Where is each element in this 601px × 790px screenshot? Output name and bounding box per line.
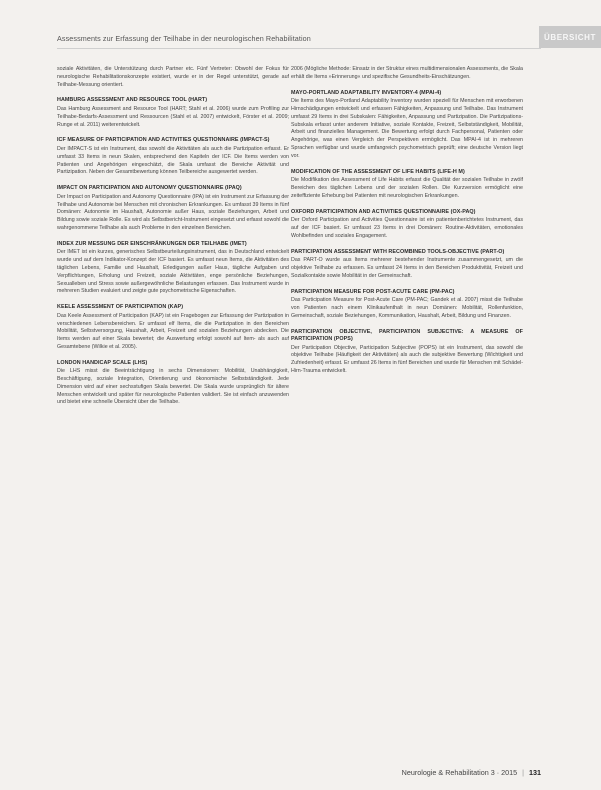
section-heading: PARTICIPATION ASSESSMENT WITH RECOMBINED TOOLS-OBJECTIVE (PART-O) bbox=[291, 248, 505, 255]
right-section-6 bbox=[291, 329, 523, 376]
section-body: Das Participation Measure for Post-Acute Care (PM-PAC; Gandek et al. 2007) misst die Teilhabe von Patienten nach einem Klinikaufenthalt in neun Domänen: Mobilität, Rollenfunktion, Gemeinschaft, soziale Beziehungen, Kommunikation, Haushalt, Arbeit, Bildung und Finanzen. bbox=[291, 297, 523, 319]
section-heading: PARTICIPATION OBJECTIVE, PARTICIPATION SUBJECTIVE: A MEASURE OF PARTICIPATION (POPS) bbox=[291, 328, 523, 343]
section-heading: LONDON HANDICAP SCALE (LHS) bbox=[57, 359, 148, 366]
left-section-1 bbox=[57, 97, 289, 129]
section-body: Die Items des Mayo-Portland Adaptability Inventory wurden speziell für Menschen mit erworbenen Hirnschädigungen entwickelt und erfassen Fähigkeiten, Anpassung und Teilhabe. Das Instrument umfasst 29 Items in drei Subskalen: Fähigkeiten, Anpassung und Partizipation. Die Partizipations-Subskala erfasst unter anderem Initiative, soziale Kontakte, Freizeit, Selbstständigkeit, Mobilität, Arbeit und finanzielles Management. Die Bewertung erfolgt durch Fachpersonal, Patienten oder Angehörige, was einen Vergleich der Perspektiven ermöglicht. Das MPAI-4 ist in mehreren Sprachen verfügbar und wurde umfangreich psychometrisch geprüft; eine deutsche Version liegt vor. bbox=[291, 98, 523, 159]
section-heading: MODIFICATION OF THE ASSESSMENT OF LIFE HABITS (LIFE-H M) bbox=[291, 168, 465, 175]
section-body: Der IMET ist ein kurzes, generisches Selbstbeurteilungsinstrument, das in Deutschland entwickelt wurde und auf dem Indikator-Konzept der ICF basiert. Es umfasst neun Items, die Aktivitäten des täglichen Lebens, Familie und Haushalt, Erledigungen außer Haus, tägliche Aufgaben und Verpflichtungen, Erholung und Freizeit, soziale Aktivitäten, enge persönliche Beziehungen, Sexualleben und Stress sowie außergewöhnliche Belastungen erfassen. Das Instrument wurde in mehreren Studien evaluiert und zeigte gute psychometrische Eigenschaften. bbox=[57, 249, 289, 295]
section-body: Die LHS misst die Beeinträchtigung in sechs Dimensionen: Mobilität, Unabhängigkeit, Beschäftigung, soziale Integration, Orientierung und ökonomische Selbstständigkeit. Jede Dimension wird auf einer sechsstufigen Skala bewertet. Die Skala wurde ursprünglich für ältere Menschen entwickelt und später für neurologische Patienten validiert. Sie ist einfach anzuwenden und bietet eine schnelle Übersicht über die Teilhabe. bbox=[57, 368, 289, 406]
left-column-lead: soziale Aktivitäten, die Unterstützung durch Partner etc. Fünf Vertreter: Obwohl der Fokus für neurologische Rehabilitationskonzepte existiert, wurde er in der Regel unterstützt, gerade auf Teilhabe-Messung orientiert. bbox=[57, 66, 289, 88]
section-body: Der Oxford Participation and Activities Questionnaire ist ein patientenberichtetes Instrument, das auf der ICF basiert. Er umfasst 23 Items in drei Domänen: Routine-Aktivitäten, emotionales Wohlbefinden und soziales Engagement. bbox=[291, 217, 523, 239]
right-section-5 bbox=[291, 289, 523, 321]
right-column bbox=[291, 66, 523, 384]
section-body: Der IMPACT-S ist ein Instrument, das sowohl die Aktivitäten als auch die Partizipation erfasst. Er umfasst 33 Items in neun Skalen, entsprechend den Kapiteln der ICF. Die Items werden von Patienten und Angehörigen eingeschätzt, die Skala umfasst die Bereiche Aktivität und Partizipation. Neben der Gesamtbewertung können Teilbereiche ausgewertet werden. bbox=[57, 145, 289, 176]
page-number: 131 bbox=[529, 768, 541, 777]
section-heading: ICF MEASURE OF PARTICIPATION AND ACTIVITIES QUESTIONNAIRE (IMPACT-S) bbox=[57, 137, 270, 144]
page-footer bbox=[402, 768, 541, 777]
left-section-5 bbox=[57, 304, 289, 352]
left-section-2 bbox=[57, 137, 289, 177]
section-body: Der Impact on Participation and Autonomy Questionnaire (IPA) ist ein Instrument zur Erfassung der Teilhabe und Autonomie bei Menschen mit chronischen Erkrankungen. Es umfasst 39 Items in fünf Domänen: Autonomie im Haushalt, Autonomie außer Haus, soziale Beziehungen, Arbeit und Bildung sowie soziale Rolle. Es wird als Selbstbericht-Instrument eingesetzt und erfasst sowohl die wahrgenommene Teilhabe als auch Probleme in den einzelnen Bereichen. bbox=[57, 193, 289, 231]
section-heading: PARTICIPATION MEASURE FOR POST-ACUTE CARE (PM-PAC) bbox=[291, 288, 455, 295]
section-heading: OXFORD PARTICIPATION AND ACTIVITIES QUESTIONNAIRE (OX-PAQ) bbox=[291, 208, 476, 215]
left-section-3 bbox=[57, 185, 289, 233]
section-body: Die Modifikation des Assessment of Life Habits erfasst die Qualität der sozialen Teilhabe in zwölf Bereichen des täglichen Lebens und der sozialen Rollen. Die Kurzversion ermöglicht eine zeiteffiziente Erhebung bei Patienten mit neurologischen Erkrankungen. bbox=[291, 177, 523, 199]
right-section-1 bbox=[291, 90, 523, 161]
right-section-4 bbox=[291, 249, 523, 281]
left-column bbox=[57, 66, 289, 415]
journal-name: Neurologie & Rehabilitation bbox=[401, 768, 489, 777]
header-bar bbox=[0, 30, 601, 46]
issue-label: 3 · 2015 bbox=[490, 768, 518, 777]
right-section-2 bbox=[291, 169, 523, 201]
section-body: Das Hamburg Assessment and Resource Tool (HART; Stahl et al. 2006) wurde zum Profiling zur Teilhabe-Bedarfs-Assessment und Ressourcen (Stahl et al. 2007) entwickelt, Förster et al. 2009; Runge et al. 2011) weiterentwickelt. bbox=[57, 105, 289, 128]
section-heading: IMPACT ON PARTICIPATION AND AUTONOMY QUESTIONNAIRE (IPAQ) bbox=[57, 185, 242, 192]
right-section-3 bbox=[291, 209, 523, 241]
left-section-6 bbox=[57, 360, 289, 408]
section-heading: INDEX ZUR MESSUNG DER EINSCHRÄNKUNGEN DER TEILHABE (IMET) bbox=[57, 240, 247, 247]
running-head: Assessments zur Erfassung der Teilhabe in der neurologischen Rehabilitation bbox=[57, 33, 311, 43]
section-tab: ÜBERSICHT bbox=[539, 26, 601, 48]
section-body: Das PART-O wurde aus Items mehrerer bestehender Instrumente zusammengesetzt, um die objektive Teilhabe zu erfassen. Es umfasst 24 Items in den Bereichen Produktivität, Freizeit und Sozialkontakte sowie Mobilität in der Gemeinschaft. bbox=[291, 257, 523, 279]
footer-separator: | bbox=[522, 768, 524, 777]
section-heading: MAYO-PORTLAND ADAPTABILITY INVENTORY-4 (MPAI-4) bbox=[291, 89, 442, 96]
section-body: Das Keele Assessment of Participation (KAP) ist ein Fragebogen zur Erfassung der Partizipation in verschiedenen Lebensbereichen. Er umfasst elf Items, die die Partizipation in den Bereichen Mobilität, Selbstversorgung, Haushalt, Arbeit, Freizeit und sozialen Beziehungen abdecken. Die Items werden auf einer Skala bewertet; die Auswertung erfolgt sowohl auf Item- als auch auf Gesamtebene (Wilkie et al. 2005). bbox=[57, 312, 289, 350]
section-heading: HAMBURG ASSESSMENT AND RESOURCE TOOL (HART) bbox=[57, 97, 208, 104]
section-heading: KEELE ASSESSMENT OF PARTICIPATION (KAP) bbox=[57, 304, 184, 311]
section-body: Der Participation Objective, Participation Subjective (POPS) ist ein Instrument, das sowohl die objektive Teilhabe (Häufigkeit der Aktivitäten) als auch die subjektive Bewertung (Wichtigkeit und Zufriedenheit) erfasst. Er umfasst 26 Items in fünf Bereichen und wurde für Menschen mit Schädel-Hirn-Trauma entwickelt. bbox=[291, 344, 523, 375]
header-rule bbox=[57, 48, 541, 49]
left-section-4 bbox=[57, 241, 289, 296]
right-column-lead: 2006 (Mögliche Methode: Einsatz in der Struktur eines multidimensionalen Assessments, die Skala erhält die Items »Erinnerung« und spezifische Gesundheits-Einschätzungen. bbox=[291, 66, 523, 80]
